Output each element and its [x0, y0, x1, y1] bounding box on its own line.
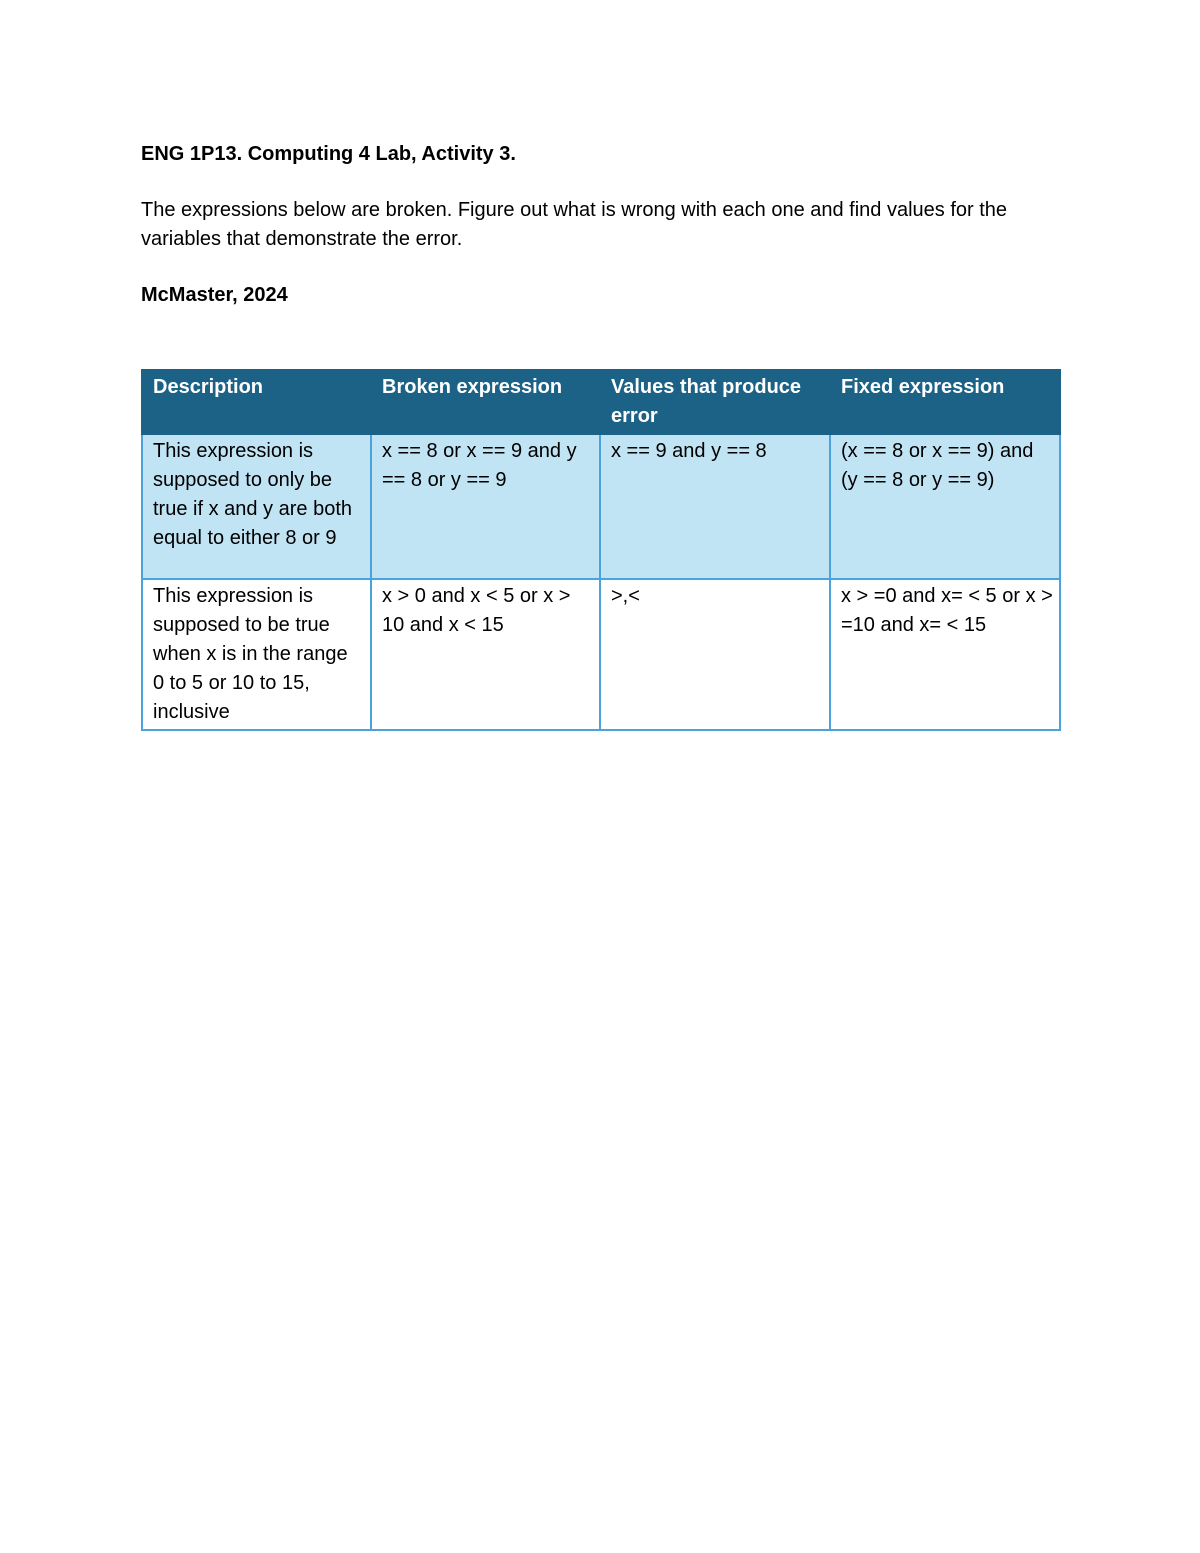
table-row [142, 579, 1060, 730]
table-header-row [142, 370, 1060, 434]
cell-broken-expression: x == 8 or x == 9 and y == 8 or y == 9 [371, 434, 600, 579]
document-intro: The expressions below are broken. Figure out what is wrong with each one and find values for the variables that demonstrate the error. [141, 199, 1008, 250]
table-body [142, 434, 1060, 730]
cell-description: This expression is supposed to be true when x is in the range 0 to 5 or 10 to 15, inclusive [142, 579, 371, 730]
header-fixed-expression: Fixed expression [830, 370, 1060, 434]
cell-description: This expression is supposed to only be true if x and y are both equal to either 8 or 9 [142, 434, 371, 579]
table-row [142, 434, 1060, 579]
cell-fixed-expression: x > =0 and x= < 5 or x > =10 and x= < 15 [830, 579, 1060, 730]
expressions-table [141, 369, 1061, 731]
document-org: McMaster, 2024 [141, 284, 288, 306]
table-header [142, 370, 1060, 434]
cell-fixed-expression: (x == 8 or x == 9) and (y == 8 or y == 9) [830, 434, 1060, 579]
header-values-error: Values that produce error [600, 370, 830, 434]
cell-broken-expression: x > 0 and x < 5 or x > 10 and x < 15 [371, 579, 600, 730]
header-description: Description [142, 370, 371, 434]
cell-values-error: >,< [600, 579, 830, 730]
document-page [141, 140, 1061, 723]
cell-values-error: x == 9 and y == 8 [600, 434, 830, 579]
header-broken-expression: Broken expression [371, 370, 600, 434]
document-title: ENG 1P13. Computing 4 Lab, Activity 3. [141, 143, 516, 165]
